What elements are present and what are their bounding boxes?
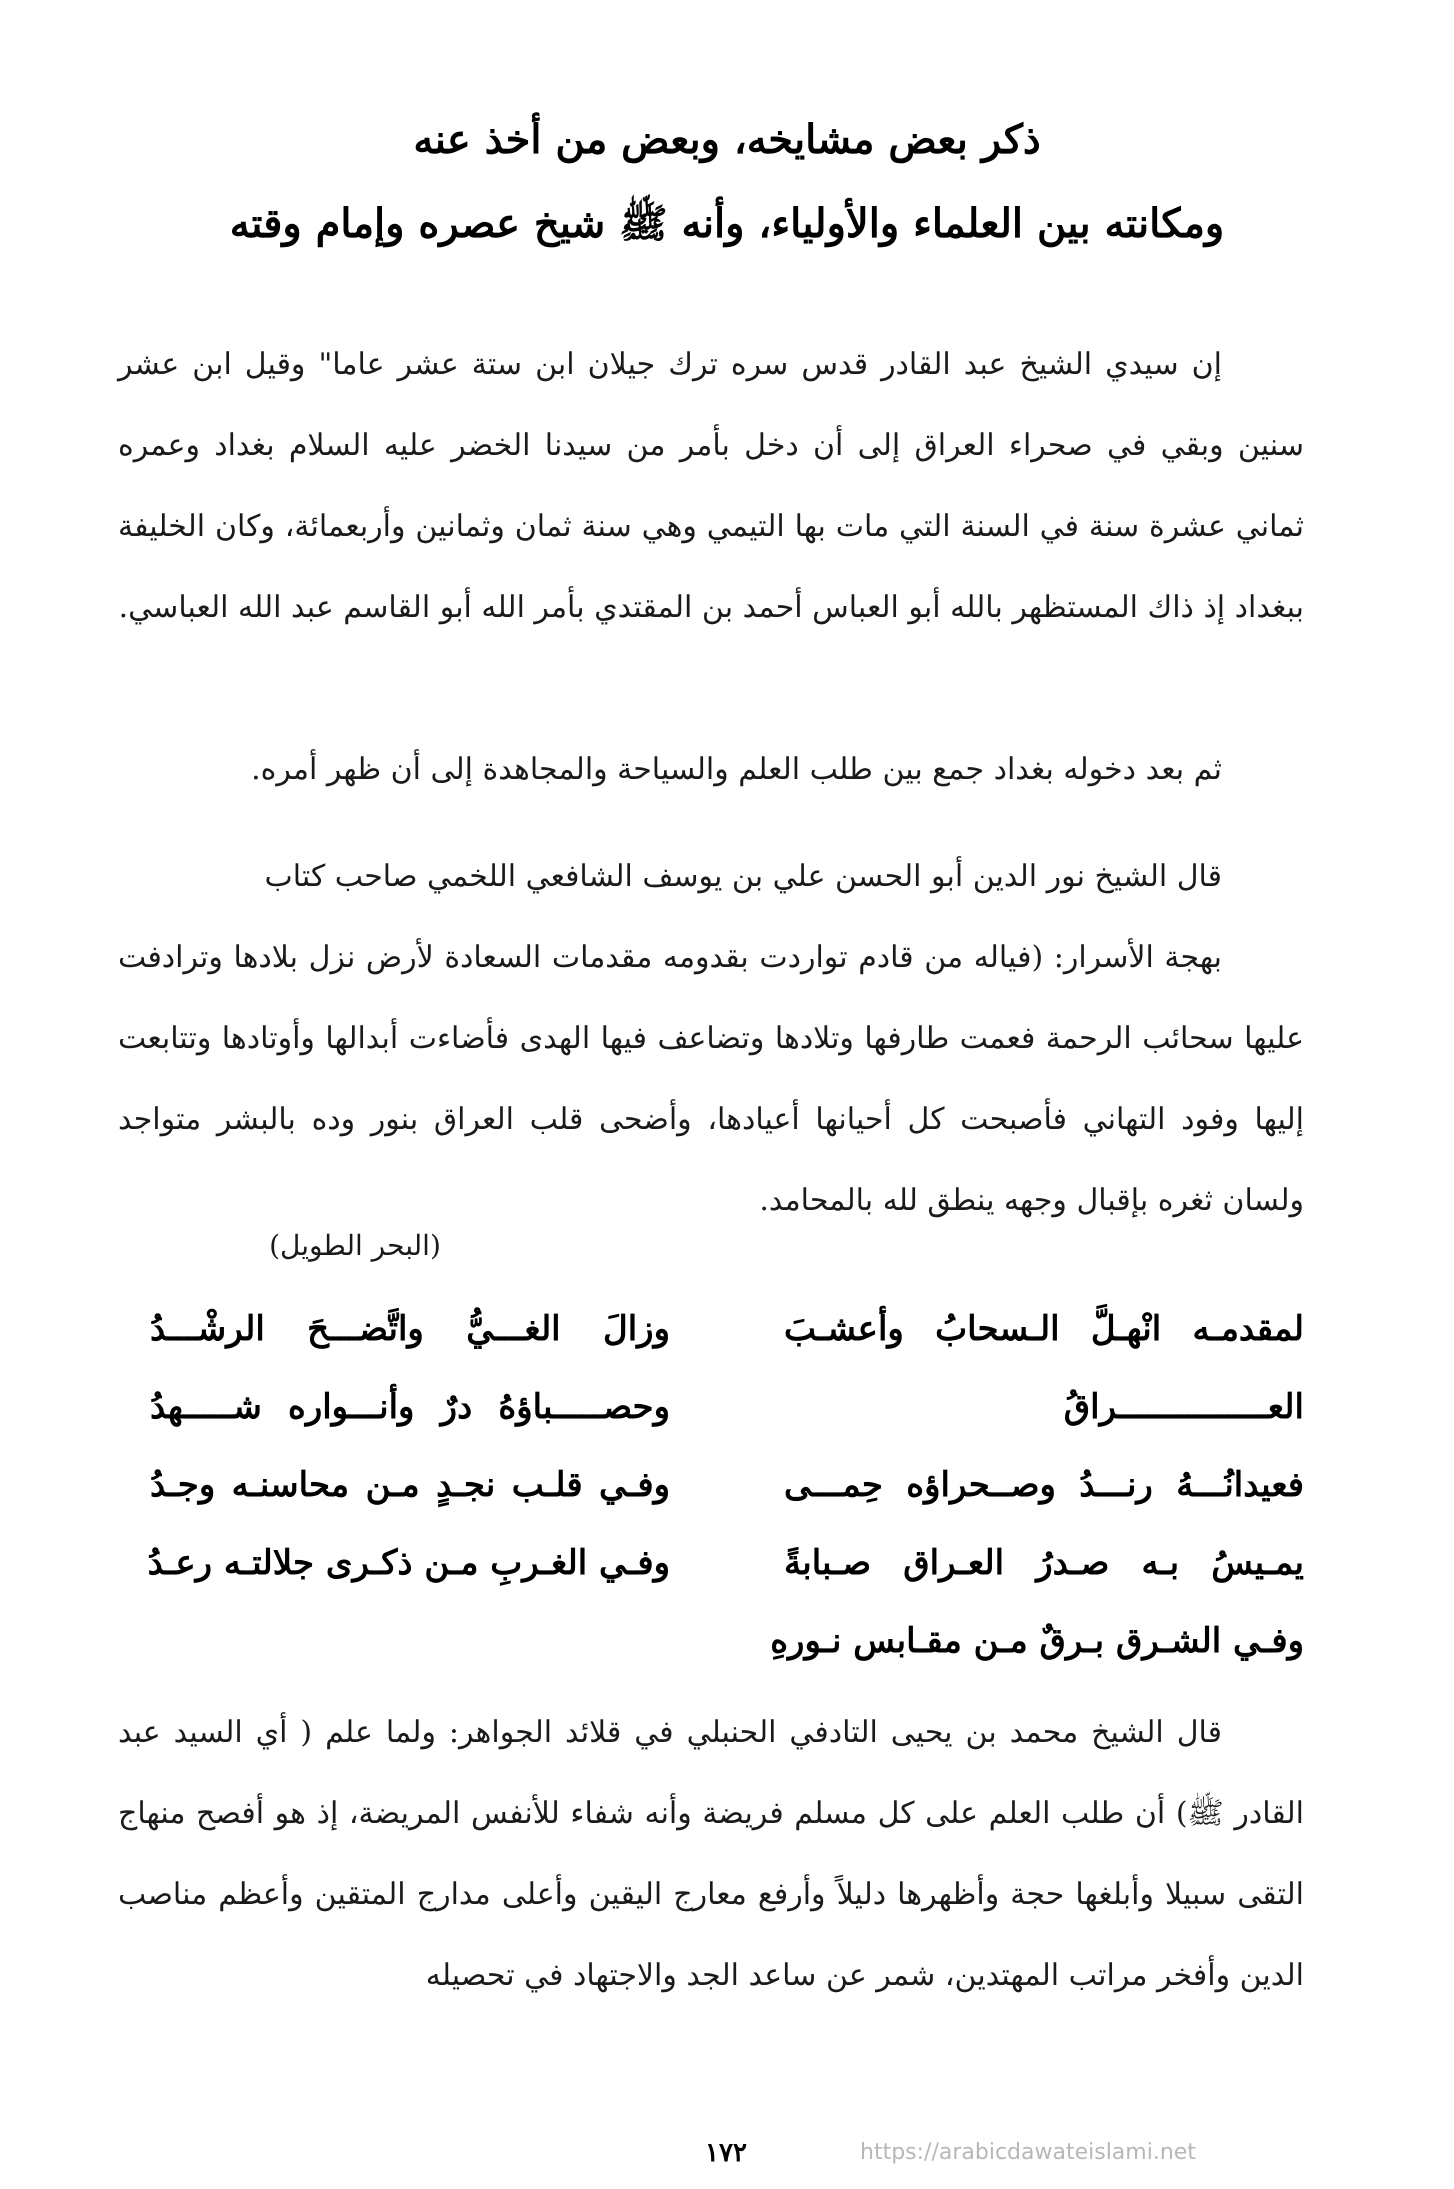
paragraph-4: قال الشيخ محمد بن يحيى التادفي الحنبلي في قلائد الجواهر: ولما علم ( أي السيد عبد القادر ﷺ) أن طلب العلم على كل مسلم فريضة وأنه شفاء للأنفس المريضة، إذ هو أفصح منهاج التقى سبيلا وأبلغها حجة وأظهرها دليلاً وأرفع معارج اليقين وأعلى مدارج المتقين وأعظم مناصب الدين وأفخر مراتب المهتدين، شمر عن ساعد الجد والاجتهاد في تحصيله (118, 1715, 1304, 1993)
poem-hemistich-first: العـــــــــــــــراقُ (1063, 1387, 1304, 1427)
chapter-title-line-2: ومكانته بين العلماء والأولياء، وأنه ﷺ شيخ عصره وإمام وقته (229, 200, 1225, 247)
watermark-url: https://arabicdawateislami.net (860, 2140, 1196, 2165)
poem-hemistich-first: فعيدانُـــهُ رنـــدُ وصــحراؤه حِمـــى (784, 1465, 1304, 1505)
text-block-3 (118, 836, 1304, 1241)
page-number: ١٧٢ (705, 2138, 747, 2168)
poem-hemistich-second: وفـي الغـربِ مـن ذكـرى جلالتـه رعـدُ (147, 1543, 670, 1583)
poem-hemistich-second: وحصـــــباؤهُ درٌ وأنـــواره شـــــهدُ (150, 1387, 670, 1427)
poem-hemistich-second: وفـي قلـب نجـدٍ مـن محاسنـه وجـدُ (150, 1465, 670, 1505)
poem-hemistich-second: وزالَ الغـــيُّ واتَّضـــحَ الرشْـــدُ (150, 1309, 670, 1349)
poem-verse (130, 1602, 1304, 1680)
poem-meter-label: (البحر الطويل) (269, 1229, 441, 1262)
poem (130, 1290, 1304, 1680)
chapter-title-line-1: ذكر بعض مشايخه، وبعض من أخذ عنه (413, 116, 1041, 163)
poem-hemistich-first: وفـي الشـرق بـرقٌ مـن مقـابس نـورهِ (770, 1621, 1304, 1661)
text-block-2 (118, 729, 1304, 810)
poem-hemistich-first: يمـيسُ بـه صـدرُ العـراق صـبابةً (784, 1543, 1304, 1583)
paragraph-1: إن سيدي الشيخ عبد القادر قدس سره ترك جيلان ابن ستة عشر عاما" وقيل ابن عشر سنين وبقي في صحراء العراق إلى أن دخل بأمر من سيدنا الخضر عليه السلام بغداد وعمره ثماني عشرة سنة في السنة التي مات بها التيمي وهي سنة ثمان وثمانين وأربعمائة، وكان الخليفة ببغداد إذ ذاك المستظهر بالله أبو العباس أحمد بن المقتدي بأمر الله أبو القاسم عبد الله العباسي. (118, 347, 1304, 625)
paragraph-3-intro: قال الشيخ نور الدين أبو الحسن علي بن يوسف الشافعي اللخمي صاحب كتاب (264, 859, 1222, 894)
poem-verse (130, 1290, 1304, 1368)
text-block-4 (118, 1692, 1304, 2016)
paragraph-3-quote: بهجة الأسرار: (فياله من قادم تواردت بقدومه مقدمات السعادة لأرض نزل بلادها وترادفت عليها سحائب الرحمة فعمت طارفها وتلادها وتضاعف فيها الهدى فأضاءت أبدالها وأوتادها وتتابعت إليها وفود التهاني فأصبحت كل أحيانها أعيادها، وأضحى قلب العراق بنور وده بالبشر متواجد ولسان ثغره بإقبال وجهه ينطق لله بالمحامد. (118, 940, 1304, 1218)
paragraph-2: ثم بعد دخوله بغداد جمع بين طلب العلم والسياحة والمجاهدة إلى أن ظهر أمره. (251, 752, 1222, 787)
poem-verse (130, 1368, 1304, 1446)
poem-verse (130, 1446, 1304, 1524)
poem-verse (130, 1524, 1304, 1602)
text-block-1 (118, 324, 1304, 648)
poem-hemistich-first: لمقدمـه انْهـلَّ الـسحابُ وأعشـبَ (784, 1309, 1304, 1349)
